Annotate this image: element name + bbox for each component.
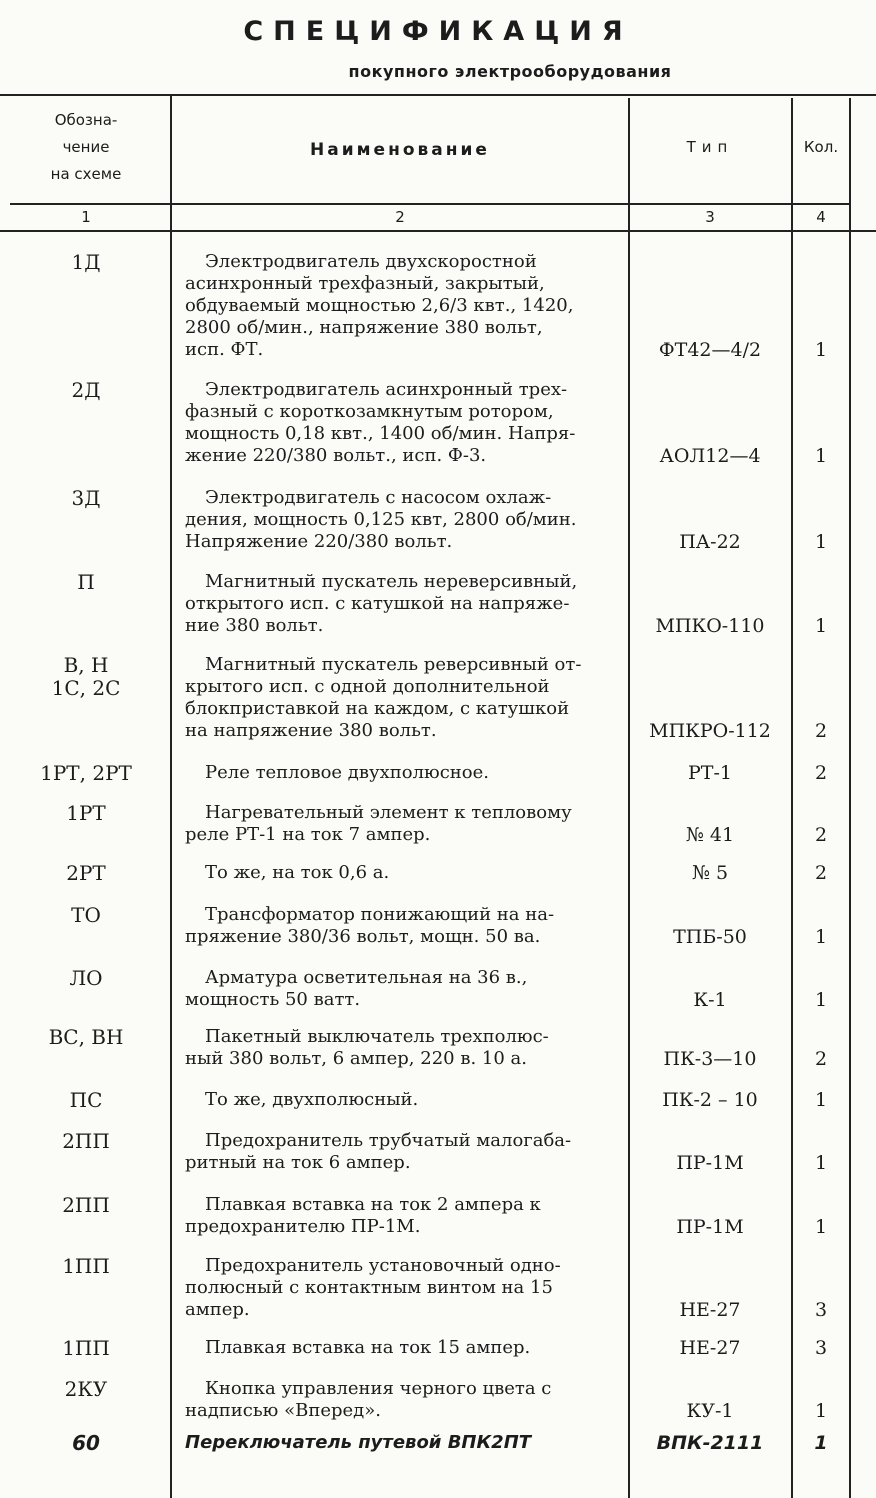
name-line: Электродвигатель с насосом охлаж-	[205, 487, 552, 508]
type-cell: ПР-1М	[676, 1152, 744, 1174]
name-line: мощность 50 ватт.	[185, 989, 361, 1010]
name-line: реле РТ-1 на ток 7 ампер.	[185, 824, 431, 845]
designation-cell	[0, 571, 172, 594]
name-line: фазный с короткозамкнутым ротором,	[185, 401, 554, 422]
name-cell	[185, 1337, 607, 1359]
qty-cell: 1	[814, 445, 828, 467]
name-line: Реле тепловое двухполюсное.	[205, 762, 489, 783]
name-cell	[185, 251, 607, 361]
name-line: Магнитный пускатель реверсивный от-	[205, 654, 582, 675]
name-cell	[185, 1089, 607, 1111]
column-divider-1	[170, 96, 172, 1498]
designation-cell	[0, 1337, 172, 1360]
table-top-rule	[0, 94, 876, 96]
designation-cell	[0, 654, 172, 700]
qty-cell: 3	[814, 1337, 828, 1359]
name-line: Электродвигатель асинхронный трех-	[205, 379, 568, 400]
name-line: на напряжение 380 вольт.	[185, 720, 437, 741]
name-line: предохранителю ПР-1М.	[185, 1216, 421, 1237]
name-line: мощность 0,18 квт., 1400 об/мин. Напря-	[185, 423, 576, 444]
designation-cell	[0, 379, 172, 402]
designation-text: 1С, 2С	[51, 676, 121, 700]
designation-cell	[0, 1026, 172, 1049]
qty-cell: 2	[814, 762, 828, 784]
designation-cell	[0, 904, 172, 927]
designation-text: 60	[72, 1431, 100, 1455]
designation-cell	[0, 762, 172, 785]
name-cell	[185, 1026, 607, 1070]
name-cell	[185, 1194, 607, 1238]
name-line: Предохранитель трубчатый малогаба-	[205, 1130, 572, 1151]
designation-text: ТО	[71, 903, 101, 927]
designation-text: 2Д	[71, 378, 101, 402]
qty-cell: 2	[814, 824, 828, 846]
designation-cell	[0, 967, 172, 990]
name-line: Плавкая вставка на ток 2 ампера к	[205, 1194, 541, 1215]
name-line: дения, мощность 0,125 квт, 2800 об/мин.	[185, 509, 577, 530]
qty-cell: 1	[814, 531, 828, 553]
designation-text: 1РТ	[66, 801, 106, 825]
type-cell: № 41	[685, 824, 735, 846]
header-type: Тип	[686, 138, 734, 156]
name-line: пряжение 380/36 вольт, мощн. 50 ва.	[185, 926, 541, 947]
type-cell: МПКРО-112	[649, 720, 771, 742]
designation-cell	[0, 1194, 172, 1217]
type-cell: ПК-3—10	[663, 1048, 757, 1070]
name-cell	[185, 571, 607, 637]
designation-cell	[0, 1130, 172, 1153]
name-line: Переключатель путевой ВПК2ПТ	[185, 1432, 532, 1453]
designation-cell	[0, 1089, 172, 1112]
type-cell: ПР-1М	[676, 1216, 744, 1238]
designation-cell	[0, 1255, 172, 1278]
document-subtitle: покупного электрооборудования	[348, 62, 672, 81]
name-cell	[185, 967, 607, 1011]
document-title: СПЕЦИФИКАЦИЯ	[243, 16, 633, 47]
type-cell: К-1	[693, 989, 727, 1011]
name-cell	[185, 1378, 607, 1422]
type-cell: РТ-1	[688, 762, 732, 784]
name-line: Плавкая вставка на ток 15 ампер.	[205, 1337, 531, 1358]
qty-cell: 1	[814, 1216, 828, 1238]
name-line: ние 380 вольт.	[185, 615, 324, 636]
column-number: 2	[395, 208, 405, 226]
designation-cell	[0, 1378, 172, 1401]
name-line: То же, двухполюсный.	[205, 1089, 419, 1110]
qty-cell: 2	[814, 1048, 828, 1070]
designation-text: 2КУ	[64, 1377, 108, 1401]
name-cell	[185, 487, 607, 553]
designation-text: 1Д	[71, 250, 101, 274]
name-cell	[185, 1130, 607, 1174]
qty-cell: 1	[814, 926, 828, 948]
column-number-rule	[0, 230, 876, 232]
type-cell: ТПБ-50	[673, 926, 747, 948]
column-divider-3	[791, 98, 793, 1498]
name-cell	[185, 1255, 607, 1321]
designation-cell	[0, 862, 172, 885]
name-line: блокприставкой на каждом, с катушкой	[185, 698, 570, 719]
name-line: Электродвигатель двухскоростной	[205, 251, 537, 272]
column-divider-2	[628, 98, 630, 1498]
designation-cell	[0, 802, 172, 825]
designation-text: 2ПП	[62, 1129, 110, 1153]
name-line: обдуваемый мощностью 2,6/3 квт., 1420,	[185, 295, 574, 316]
designation-text: 1ПП	[62, 1336, 110, 1360]
designation-text: 1ПП	[62, 1254, 110, 1278]
type-cell: НЕ-27	[679, 1337, 741, 1359]
header-designation-line: Обозна-	[54, 111, 118, 129]
name-line: Напряжение 220/380 вольт.	[185, 531, 453, 552]
name-line: Трансформатор понижающий на на-	[205, 904, 555, 925]
name-line: крытого исп. с одной дополнительной	[185, 676, 550, 697]
qty-cell: 1	[814, 1432, 828, 1454]
name-cell	[185, 1432, 607, 1454]
qty-cell: 1	[814, 339, 828, 361]
type-cell: КУ-1	[686, 1400, 734, 1422]
name-line: открытого исп. с катушкой на напряже-	[185, 593, 570, 614]
designation-text: 2РТ	[66, 861, 106, 885]
designation-cell	[0, 251, 172, 274]
type-cell: ВПК-2111	[656, 1432, 764, 1454]
header-qty: Кол.	[803, 138, 839, 156]
name-line: Кнопка управления черного цвета с	[205, 1378, 552, 1399]
name-line: Арматура осветительная на 36 в.,	[205, 967, 528, 988]
qty-cell: 1	[814, 1400, 828, 1422]
designation-text: ПС	[69, 1088, 103, 1112]
name-line: 2800 об/мин., напряжение 380 вольт,	[185, 317, 543, 338]
type-cell: НЕ-27	[679, 1299, 741, 1321]
header-designation	[0, 107, 172, 188]
designation-text: П	[77, 570, 95, 594]
name-cell	[185, 802, 607, 846]
column-number: 1	[81, 208, 91, 226]
name-line: исп. ФТ.	[185, 339, 264, 360]
qty-cell: 1	[814, 1089, 828, 1111]
name-cell	[185, 654, 607, 742]
name-line: асинхронный трехфазный, закрытый,	[185, 273, 545, 294]
name-line: Пакетный выключатель трехполюс-	[205, 1026, 549, 1047]
type-cell: ПА-22	[679, 531, 741, 553]
designation-text: 1РТ, 2РТ	[40, 761, 132, 785]
name-line: надписью «Вперед».	[185, 1400, 381, 1421]
name-line: полюсный с контактным винтом на 15	[185, 1277, 553, 1298]
name-cell	[185, 762, 607, 784]
designation-text: 3Д	[71, 486, 101, 510]
name-line: Предохранитель установочный одно-	[205, 1255, 561, 1276]
qty-cell: 2	[814, 720, 828, 742]
type-cell: АОЛ12—4	[659, 445, 761, 467]
designation-cell	[0, 487, 172, 510]
name-line: Нагревательный элемент к тепловому	[205, 802, 572, 823]
header-bottom-rule	[10, 203, 850, 205]
qty-cell: 2	[814, 862, 828, 884]
name-cell	[185, 904, 607, 948]
header-designation-line: на схеме	[50, 165, 122, 183]
qty-cell: 1	[814, 1152, 828, 1174]
name-cell	[185, 862, 607, 884]
column-divider-4	[849, 98, 851, 1498]
type-cell: ФТ42—4/2	[658, 339, 762, 361]
designation-text: 2ПП	[62, 1193, 110, 1217]
designation-text: В, Н	[63, 653, 109, 677]
name-line: ампер.	[185, 1299, 250, 1320]
type-cell: ПК-2 – 10	[662, 1089, 758, 1111]
name-line: Магнитный пускатель нереверсивный,	[205, 571, 578, 592]
designation-text: ЛО	[69, 966, 103, 990]
name-line: ный 380 вольт, 6 ампер, 220 в. 10 а.	[185, 1048, 527, 1069]
name-line: жение 220/380 вольт., исп. Ф-3.	[185, 445, 487, 466]
qty-cell: 1	[814, 615, 828, 637]
type-cell: МПКО-110	[655, 615, 765, 637]
name-line: То же, на ток 0,6 а.	[205, 862, 390, 883]
designation-text: ВС, ВН	[48, 1025, 124, 1049]
header-designation-line: чение	[62, 138, 110, 156]
column-number: 4	[816, 208, 826, 226]
name-line: ритный на ток 6 ампер.	[185, 1152, 411, 1173]
column-number: 3	[705, 208, 715, 226]
type-cell: № 5	[691, 862, 729, 884]
header-name: Наименование	[310, 140, 490, 160]
qty-cell: 3	[814, 1299, 828, 1321]
name-cell	[185, 379, 607, 467]
designation-cell	[0, 1432, 172, 1455]
qty-cell: 1	[814, 989, 828, 1011]
